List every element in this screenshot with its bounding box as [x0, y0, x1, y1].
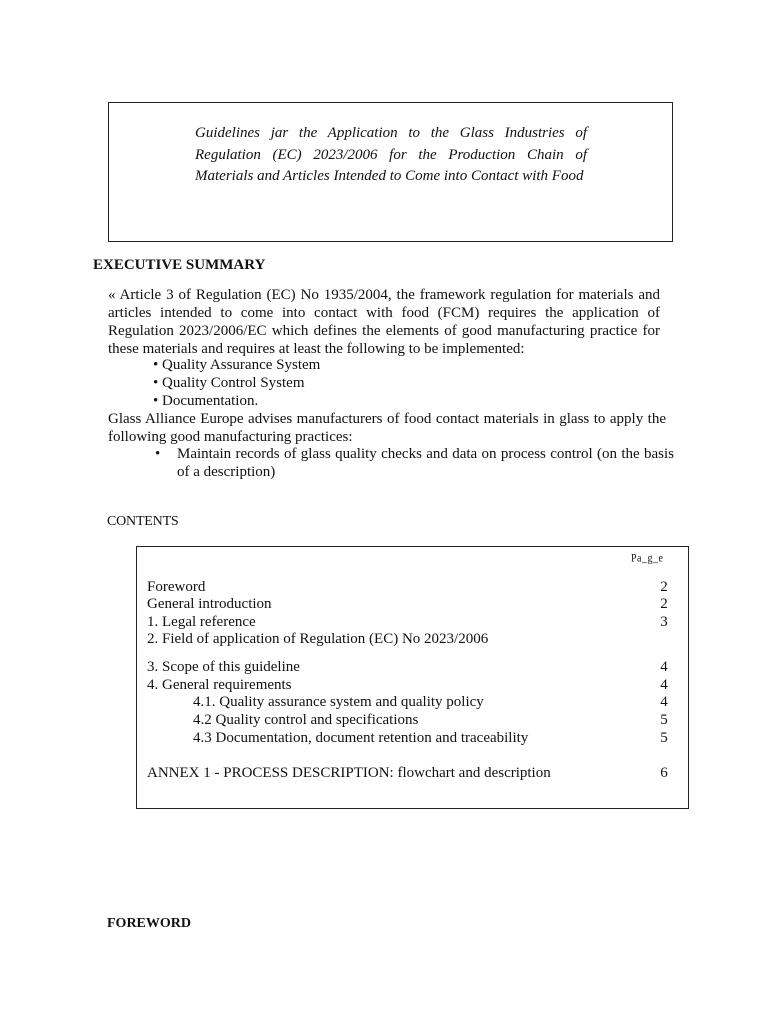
toc-page-number: 2: [660, 596, 668, 612]
list-item: • Documentation.: [153, 393, 259, 409]
list-item: • Quality Control System: [153, 375, 305, 391]
toc-label: Foreword: [147, 579, 206, 595]
toc-label: 4.1. Quality assurance system and quality policy: [193, 694, 484, 710]
list-item: • Quality Assurance System: [153, 357, 321, 373]
contents-heading: CONTENTS: [107, 514, 179, 529]
toc-label: ANNEX 1 - PROCESS DESCRIPTION: flowchart and description: [147, 765, 551, 781]
title-box: [108, 102, 673, 242]
table-of-contents: [136, 546, 689, 809]
summary-paragraph-1: « Article 3 of Regulation (EC) No 1935/2004, the framework regulation for materials and articles intended to come into contact with food (FCM) requires the application of Regulation 2023/2006/EC which defines the elements of good manufacturing practice for these materials and requires at least the following to be implemented:: [108, 287, 660, 357]
toc-label: 2. Field of application of Regulation (EC) No 2023/2006: [147, 631, 489, 647]
toc-page-number: 6: [660, 765, 668, 781]
practice-text: Maintain records of glass quality checks and data on process control (on the basis of a description): [177, 446, 674, 480]
summary-paragraph-2: Glass Alliance Europe advises manufacturers of food contact materials in glass to apply the following good manufacturing practices:: [108, 411, 666, 445]
page-column-header: Pa_g_e: [631, 551, 664, 566]
toc-label: General introduction: [147, 596, 272, 612]
toc-page-number: 4: [660, 677, 668, 693]
toc-label: 4.3 Documentation, document retention and traceability: [193, 730, 529, 746]
document-title: Guidelines jar the Application to the Glass Industries of Regulation (EC) 2023/2006 for the Production Chain of Materials and Articles Intended to Come into Contact with Food: [195, 125, 587, 184]
bullet-marker: •: [155, 446, 161, 462]
toc-label: 4.2 Quality control and specifications: [193, 712, 419, 728]
foreword-heading: FOREWORD: [107, 916, 191, 931]
toc-page-number: 2: [660, 579, 668, 595]
toc-label: 1. Legal reference: [147, 614, 256, 630]
toc-page-number: 4: [660, 694, 668, 710]
toc-label: 4. General requirements: [147, 677, 292, 693]
toc-page-number: 5: [660, 730, 668, 746]
toc-page-number: 5: [660, 712, 668, 728]
requirements-list: [153, 356, 320, 410]
toc-page-number: 3: [660, 614, 668, 630]
toc-label: 3. Scope of this guideline: [147, 659, 300, 675]
executive-summary-heading: EXECUTIVE SUMMARY: [93, 257, 266, 273]
toc-page-number: 4: [660, 659, 668, 675]
